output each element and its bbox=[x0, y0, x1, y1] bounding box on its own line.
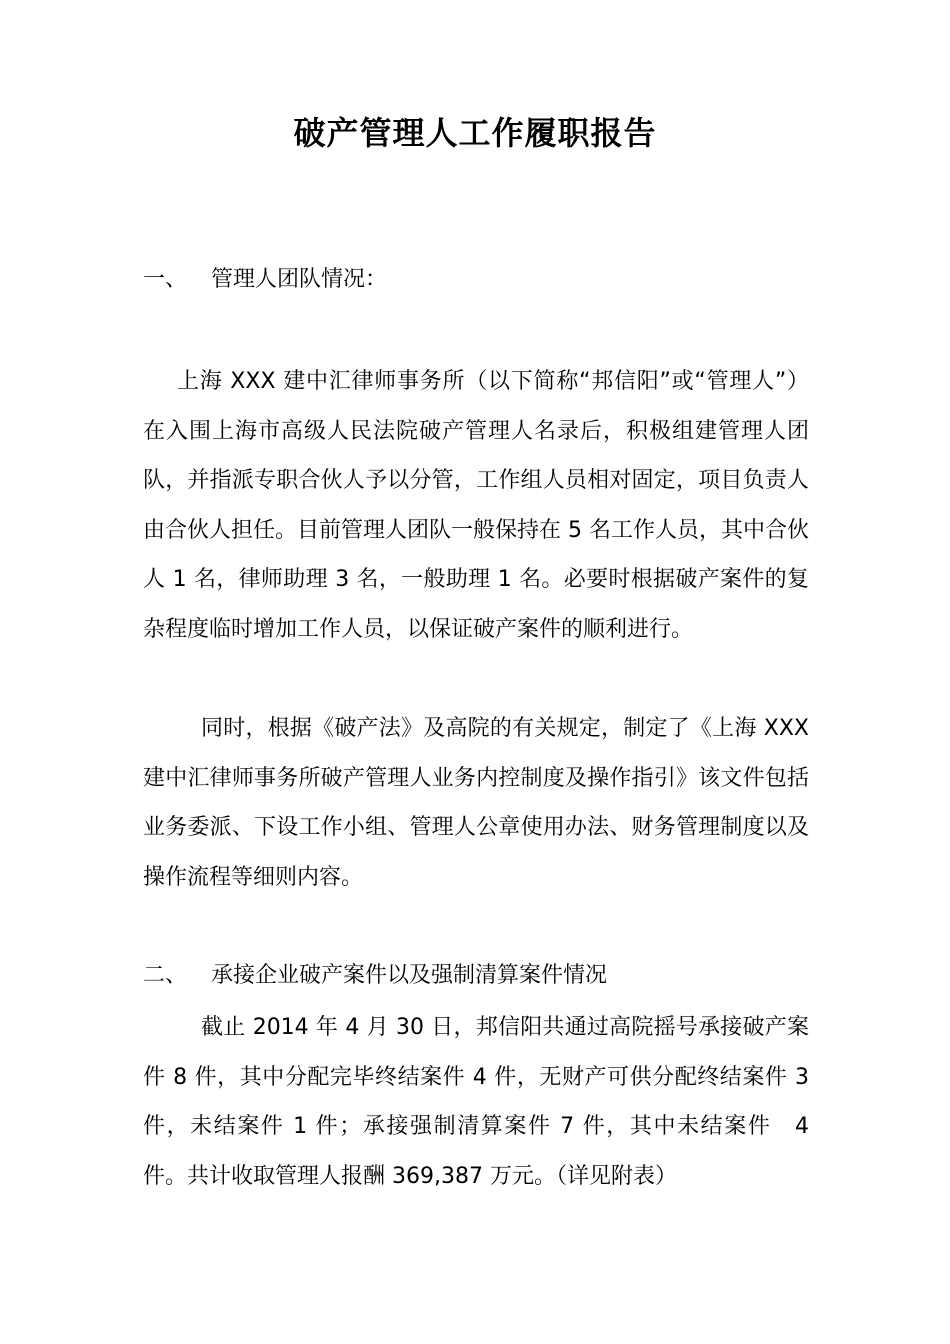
section-heading-text: 承接企业破产案件以及强制清算案件情况 bbox=[211, 963, 608, 988]
section-number: 二、 bbox=[143, 963, 188, 988]
paragraph-team-composition: 上海 XXX 建中汇律师事务所（以下简称“邦信阳”或“管理人”）在入围上海市高级人民法院破产管理人名录后，积极组建管理人团队，并指派专职合伙人予以分管，工作组人员相对固定，项目负责人由合伙人担任。目前管理人团队一般保持在 5 名工作人员，其中合伙人 1 名，律师助理 3 名，一般助理 1 名。必要时根据破产案件的复杂程度临时增加工作人员，以保证破产案件的顺利进行。 bbox=[143, 369, 809, 642]
section-heading-cases bbox=[143, 961, 607, 991]
section-number: 一、 bbox=[143, 267, 188, 292]
paragraph-internal-rules: 同时，根据《破产法》及高院的有关规定，制定了《上海 XXX 建中汇律师事务所破产管理人业务内控制度及操作指引》该文件包括业务委派、下设工作小组、管理人公章使用办法、财务管理制度以及操作流程等细则内容。 bbox=[143, 716, 809, 890]
paragraph-case-statistics: 截止 2014 年 4 月 30 日，邦信阳共通过高院摇号承接破产案件 8 件，其中分配完毕终结案件 4 件，无财产可供分配终结案件 3 件，未结案件 1 件；承接强制清算案件 7 件，其中未结案件 4 件。共计收取管理人报酬 369,387 万元。（详见附表） bbox=[143, 1015, 809, 1189]
document-title: 破产管理人工作履职报告 bbox=[293, 114, 657, 152]
section-heading-team bbox=[143, 265, 387, 295]
section-heading-text: 管理人团队情况： bbox=[211, 267, 388, 292]
